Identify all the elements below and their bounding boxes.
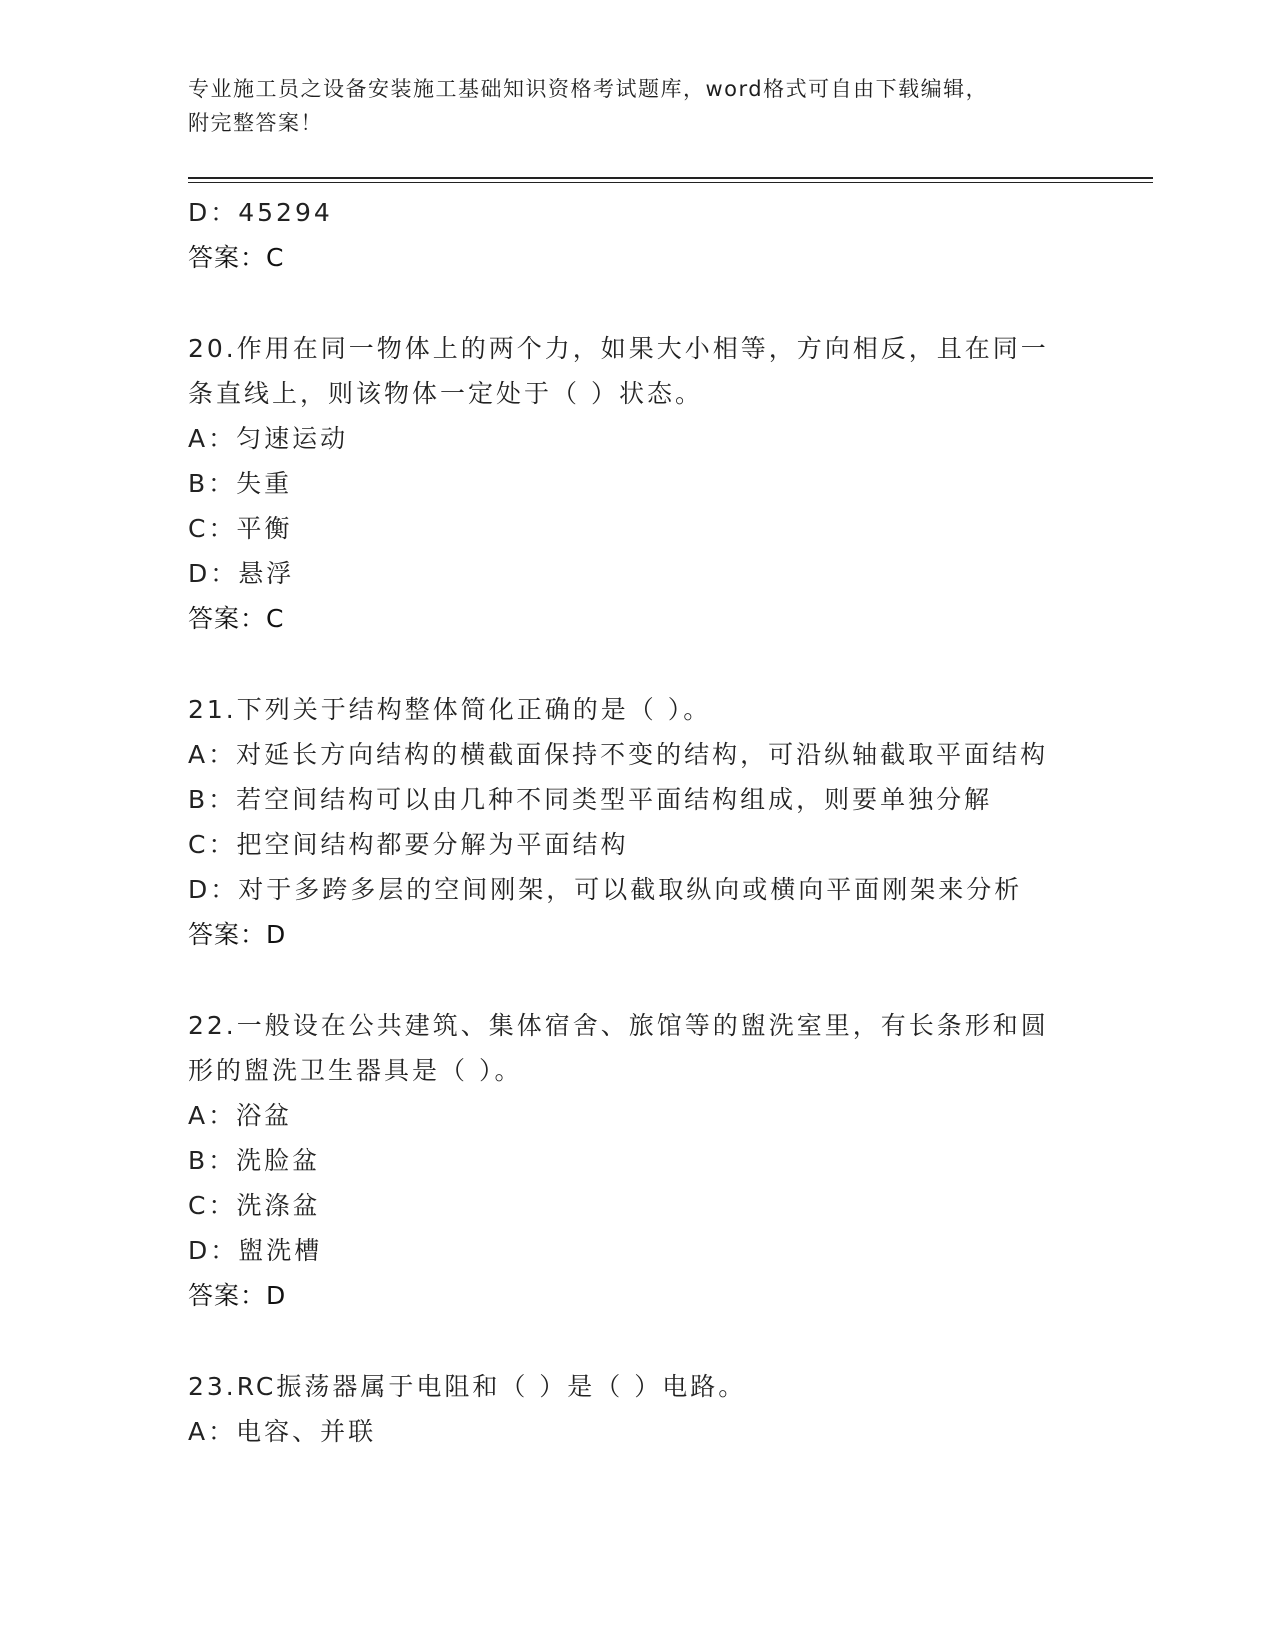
question-stem: 22.一般设在公共建筑、集体宿舍、旅馆等的盥洗室里，有长条形和圆: [188, 1011, 1049, 1040]
spacer: [188, 1318, 1088, 1364]
option-c: C：平衡: [188, 514, 293, 543]
option-d: D：45294: [188, 198, 333, 227]
header-divider-thin: [188, 182, 1153, 183]
carryover-question: [188, 190, 1088, 280]
question-23: [188, 1364, 1088, 1454]
spacer: [188, 957, 1088, 1003]
header-divider-thick: [188, 177, 1153, 179]
answer-line: 答案：C: [188, 604, 285, 633]
option-d: D：对于多跨多层的空间刚架，可以截取纵向或横向平面刚架来分析: [188, 875, 1023, 904]
spacer: [188, 280, 1088, 326]
option-a: A：电容、并联: [188, 1417, 377, 1446]
option-b: B：失重: [188, 469, 293, 498]
answer-line: 答案：D: [188, 1281, 287, 1310]
document-header: [188, 72, 1068, 140]
option-a: A：匀速运动: [188, 424, 349, 453]
question-stem: 23.RC振荡器属于电阻和（ ）是（ ）电路。: [188, 1372, 747, 1401]
option-a: A：对延长方向结构的横截面保持不变的结构，可沿纵轴截取平面结构: [188, 740, 1049, 769]
option-b: B：洗脸盆: [188, 1146, 321, 1175]
question-list: [188, 190, 1088, 1454]
header-title-line2: 附完整答案！: [188, 111, 323, 135]
option-d: D：悬浮: [188, 559, 295, 588]
header-title-line1: 专业施工员之设备安装施工基础知识资格考试题库，word格式可自由下载编辑，: [188, 77, 989, 101]
question-stem-continued: 形的盥洗卫生器具是（ ）。: [188, 1056, 523, 1085]
question-stem: 20.作用在同一物体上的两个力，如果大小相等，方向相反，且在同一: [188, 334, 1049, 363]
option-d: D：盥洗槽: [188, 1236, 323, 1265]
question-stem: 21.下列关于结构整体简化正确的是（ ）。: [188, 695, 712, 724]
question-22: [188, 1003, 1088, 1318]
question-21: [188, 687, 1088, 957]
option-a: A：浴盆: [188, 1101, 293, 1130]
option-c: C：洗涤盆: [188, 1191, 321, 1220]
option-c: C：把空间结构都要分解为平面结构: [188, 830, 629, 859]
option-b: B：若空间结构可以由几种不同类型平面结构组成，则要单独分解: [188, 785, 993, 814]
question-stem-continued: 条直线上，则该物体一定处于（ ）状态。: [188, 379, 703, 408]
spacer: [188, 641, 1088, 687]
answer-line: 答案：C: [188, 243, 285, 272]
question-20: [188, 326, 1088, 641]
answer-line: 答案：D: [188, 920, 287, 949]
